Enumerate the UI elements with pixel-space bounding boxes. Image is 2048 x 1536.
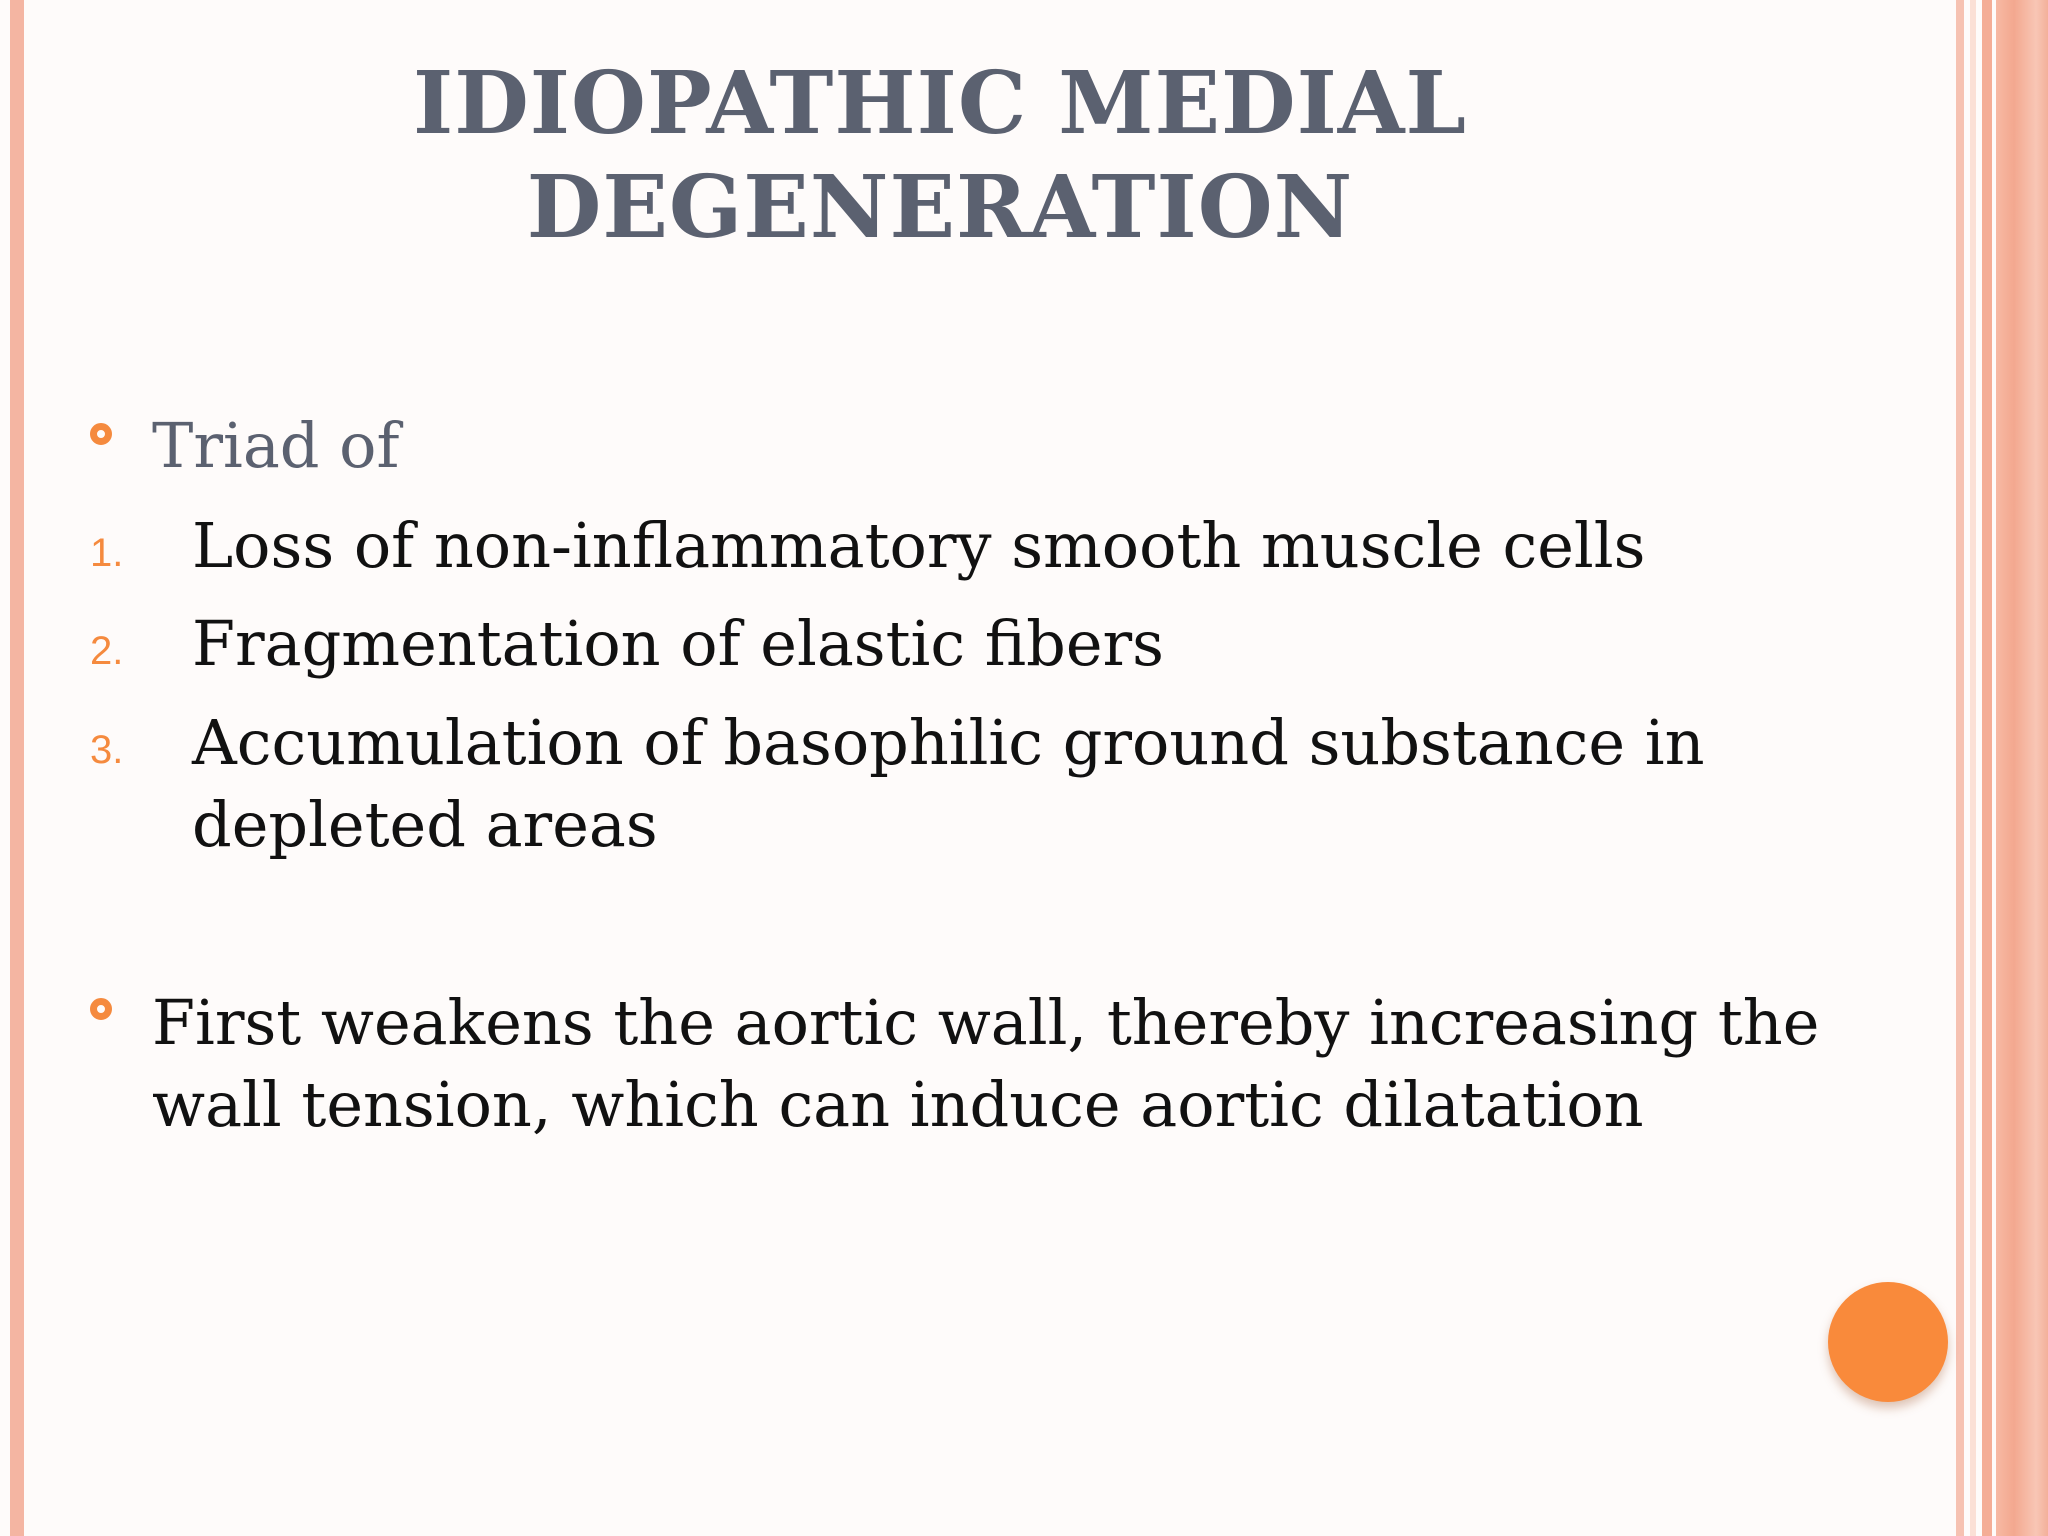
item-text: Fragmentation of elastic fibers [192,607,1164,680]
right-border-stripe [1982,0,1992,1536]
item-number: 1. [90,531,124,575]
item-text-line-2: depleted areas [192,788,658,861]
orange-circle-icon [1828,1282,1948,1402]
right-border-band [1996,0,2048,1536]
item-number: 3. [90,728,124,772]
item-number: 2. [90,629,124,673]
slide-title [180,52,1700,260]
ring-bullet-icon [90,998,112,1020]
bullet-text [152,982,1819,1146]
ring-bullet-icon [90,423,112,445]
item-text-line-1: Accumulation of basophilic ground substance in [192,706,1705,779]
bullet-text-line-2: wall tension, which can induce aortic dilatation [152,1068,1644,1141]
title-line-2: DEGENERATION [526,157,1354,258]
right-border-stripe [1956,0,1964,1536]
left-border-stripe [10,0,24,1536]
bullet-text-line-1: First weakens the aortic wall, thereby increasing the [152,986,1820,1059]
right-border-stripe [1970,0,1976,1536]
item-text: Loss of non-inflammatory smooth muscle cells [192,509,1646,582]
title-line-1: IDIOPATHIC MEDIAL [413,53,1467,154]
item-text [192,702,1705,866]
bullet-text: Triad of [152,409,400,482]
